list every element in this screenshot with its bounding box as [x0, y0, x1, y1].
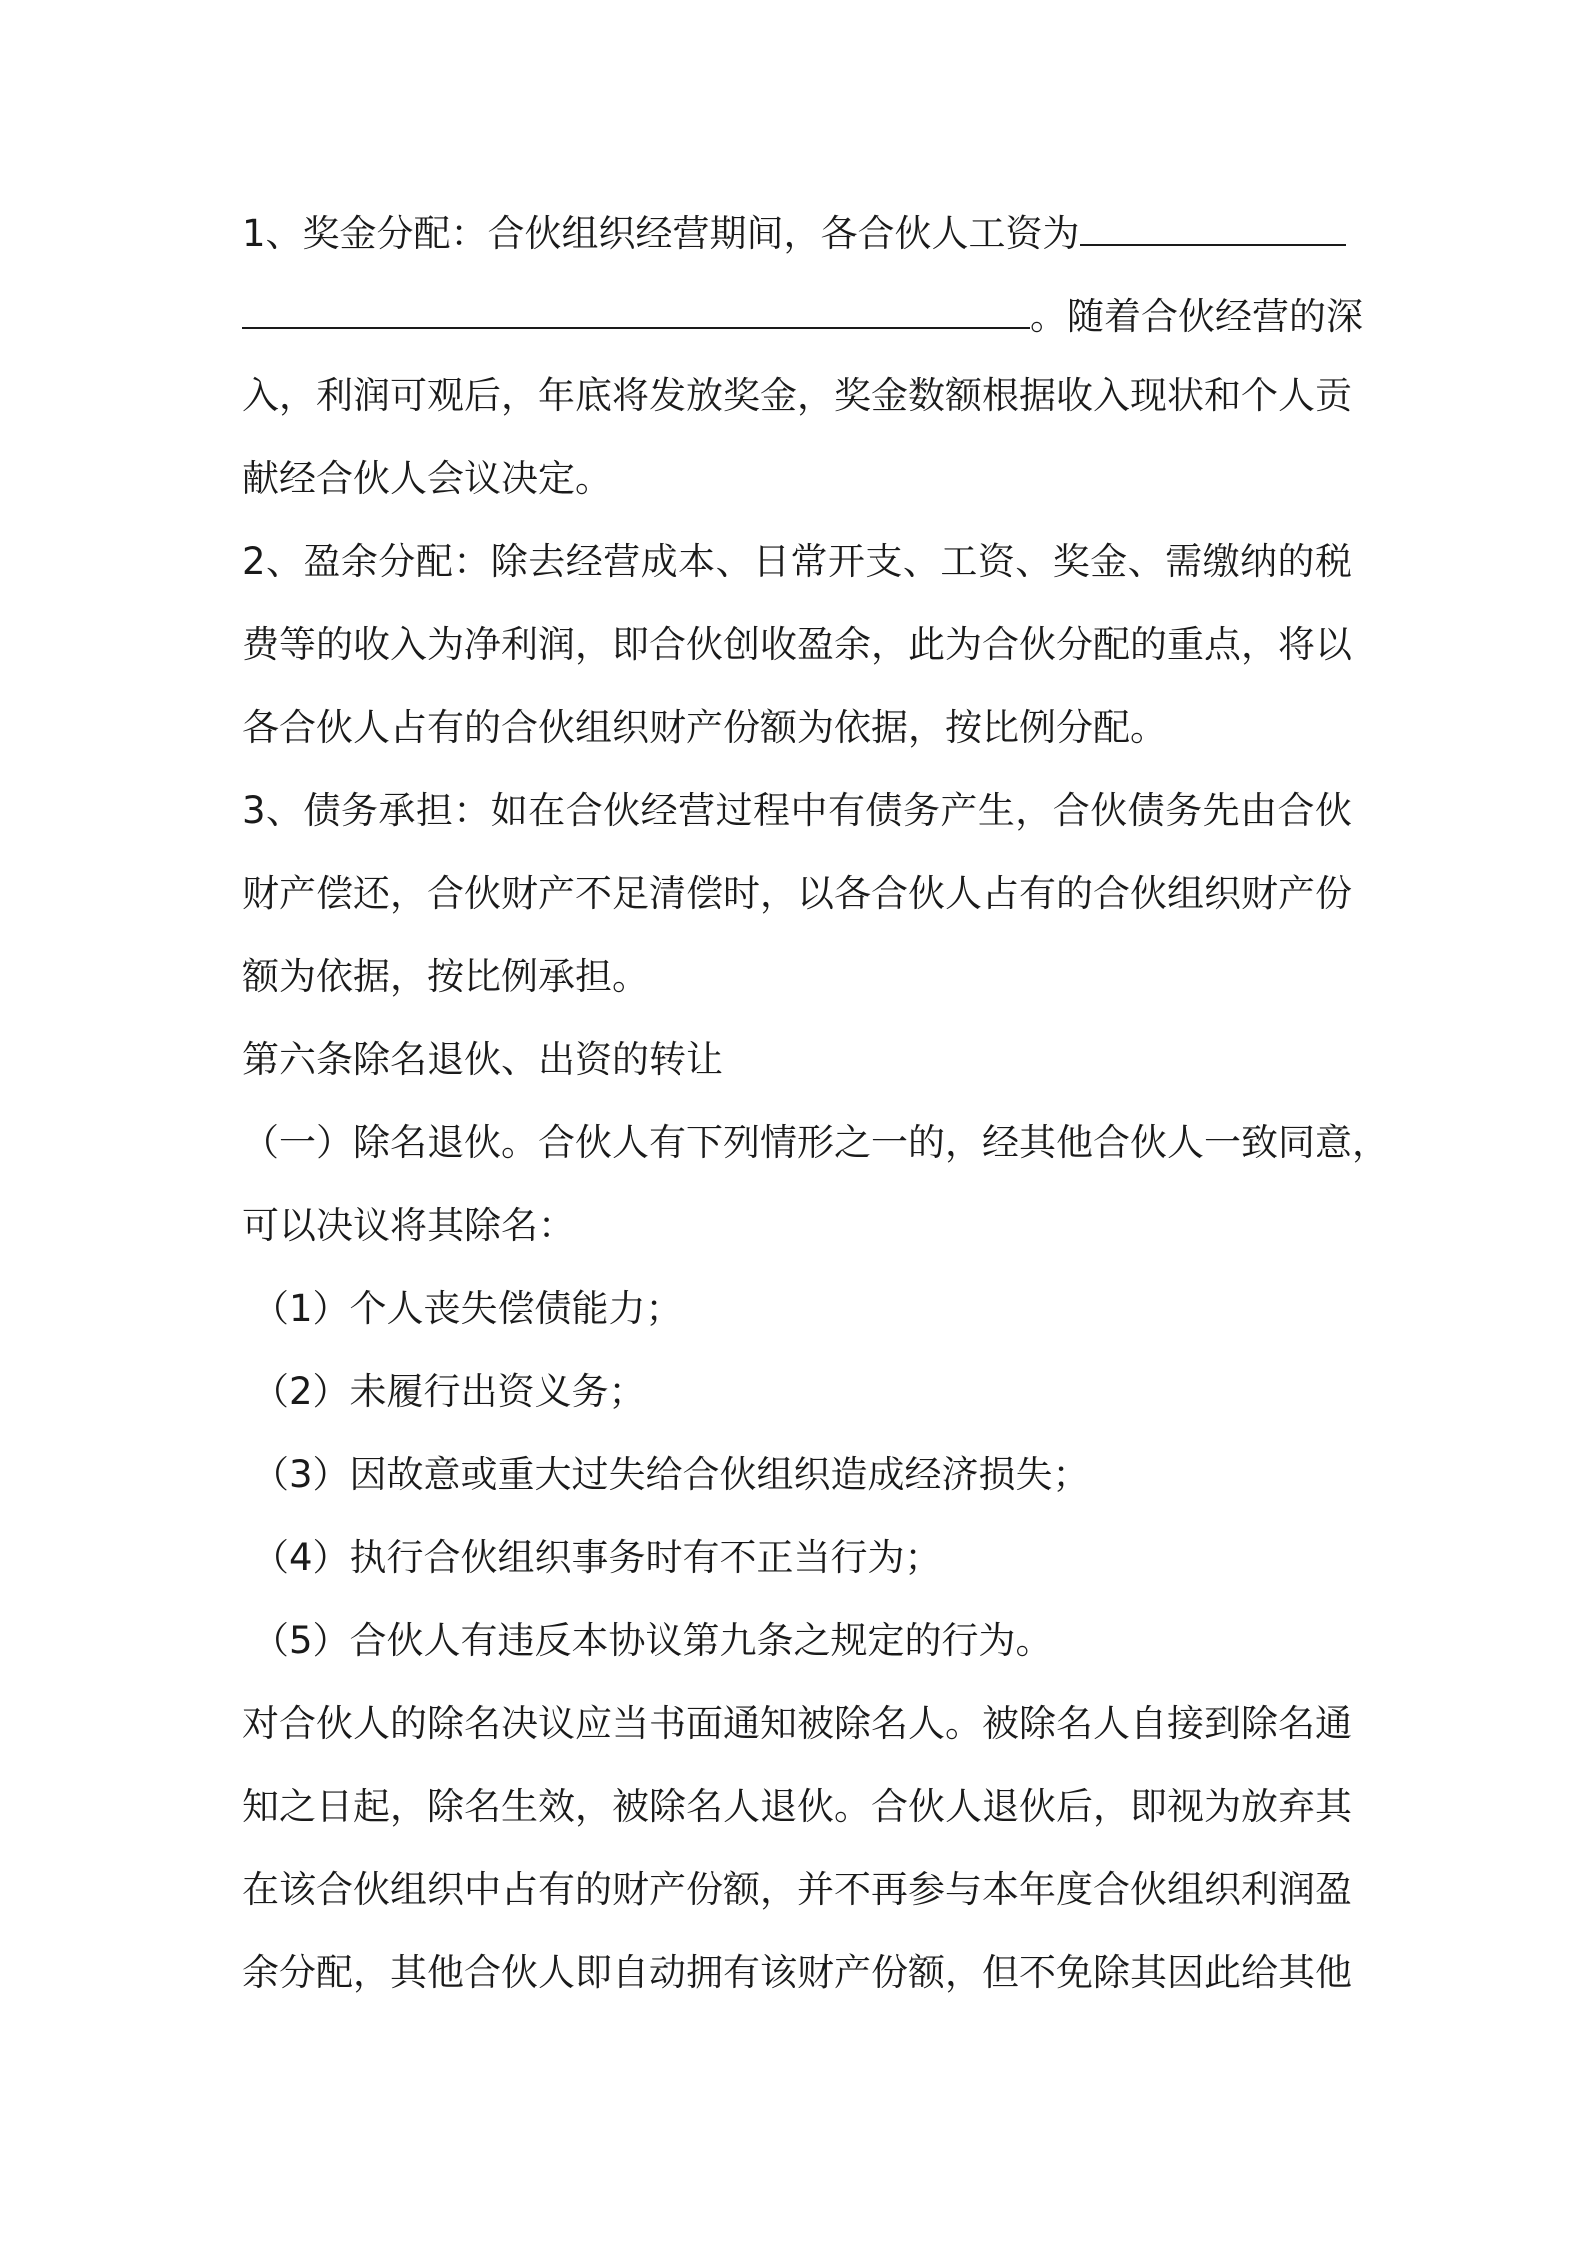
clause-bonus-line-4: 献经合伙人会议决定。 [242, 457, 612, 500]
clause-debt-line-1: 3、债务承担：如在合伙经营过程中有债务产生，合伙债务先由合伙 [242, 789, 1352, 832]
article-six-heading: 第六条除名退伙、出资的转让 [242, 1038, 723, 1081]
removal-notice-line-4: 余分配，其他合伙人即自动拥有该财产份额，但不免除其因此给其他 [242, 1951, 1352, 1994]
removal-intro-line-2: 可以决议将其除名： [242, 1204, 575, 1247]
removal-condition-3: （3）因故意或重大过失给合伙组织造成经济损失； [252, 1453, 1090, 1496]
removal-notice-line-1: 对合伙人的除名决议应当书面通知被除名人。被除名人自接到除名通 [242, 1702, 1352, 1745]
clause-bonus-line-2 [242, 283, 1363, 343]
removal-condition-5: （5）合伙人有违反本协议第九条之规定的行为。 [252, 1619, 1053, 1662]
clause-surplus-line-3: 各合伙人占有的合伙组织财产份额为依据，按比例分配。 [242, 706, 1167, 749]
salary-blank-field [1080, 200, 1346, 246]
clause-bonus-text-continued: 。随着合伙经营的深 [1030, 295, 1363, 338]
clause-bonus-text: 1、奖金分配：合伙组织经营期间，各合伙人工资为 [242, 212, 1080, 255]
removal-notice-line-3: 在该合伙组织中占有的财产份额，并不再参与本年度合伙组织利润盈 [242, 1868, 1352, 1911]
clause-debt-line-2: 财产偿还，合伙财产不足清偿时，以各合伙人占有的合伙组织财产份 [242, 872, 1352, 915]
removal-notice-line-2: 知之日起，除名生效，被除名人退伙。合伙人退伙后，即视为放弃其 [242, 1785, 1352, 1828]
salary-blank-field-continued [242, 283, 1030, 329]
removal-condition-2: （2）未履行出资义务； [252, 1370, 646, 1413]
removal-condition-4: （4）执行合伙组织事务时有不正当行为； [252, 1536, 942, 1579]
clause-bonus-line-3: 入，利润可观后，年底将发放奖金，奖金数额根据收入现状和个人贡 [242, 374, 1352, 417]
clause-debt-line-3: 额为依据，按比例承担。 [242, 955, 649, 998]
clause-surplus-line-2: 费等的收入为净利润，即合伙创收盈余，此为合伙分配的重点，将以 [242, 623, 1352, 666]
clause-surplus-line-1: 2、盈余分配：除去经营成本、日常开支、工资、奖金、需缴纳的税 [242, 540, 1352, 583]
removal-condition-1: （1）个人丧失偿债能力； [252, 1287, 683, 1330]
clause-bonus-line-1 [242, 200, 1352, 260]
removal-intro-line-1: （一）除名退伙。合伙人有下列情形之一的，经其他合伙人一致同意， [242, 1121, 1389, 1164]
